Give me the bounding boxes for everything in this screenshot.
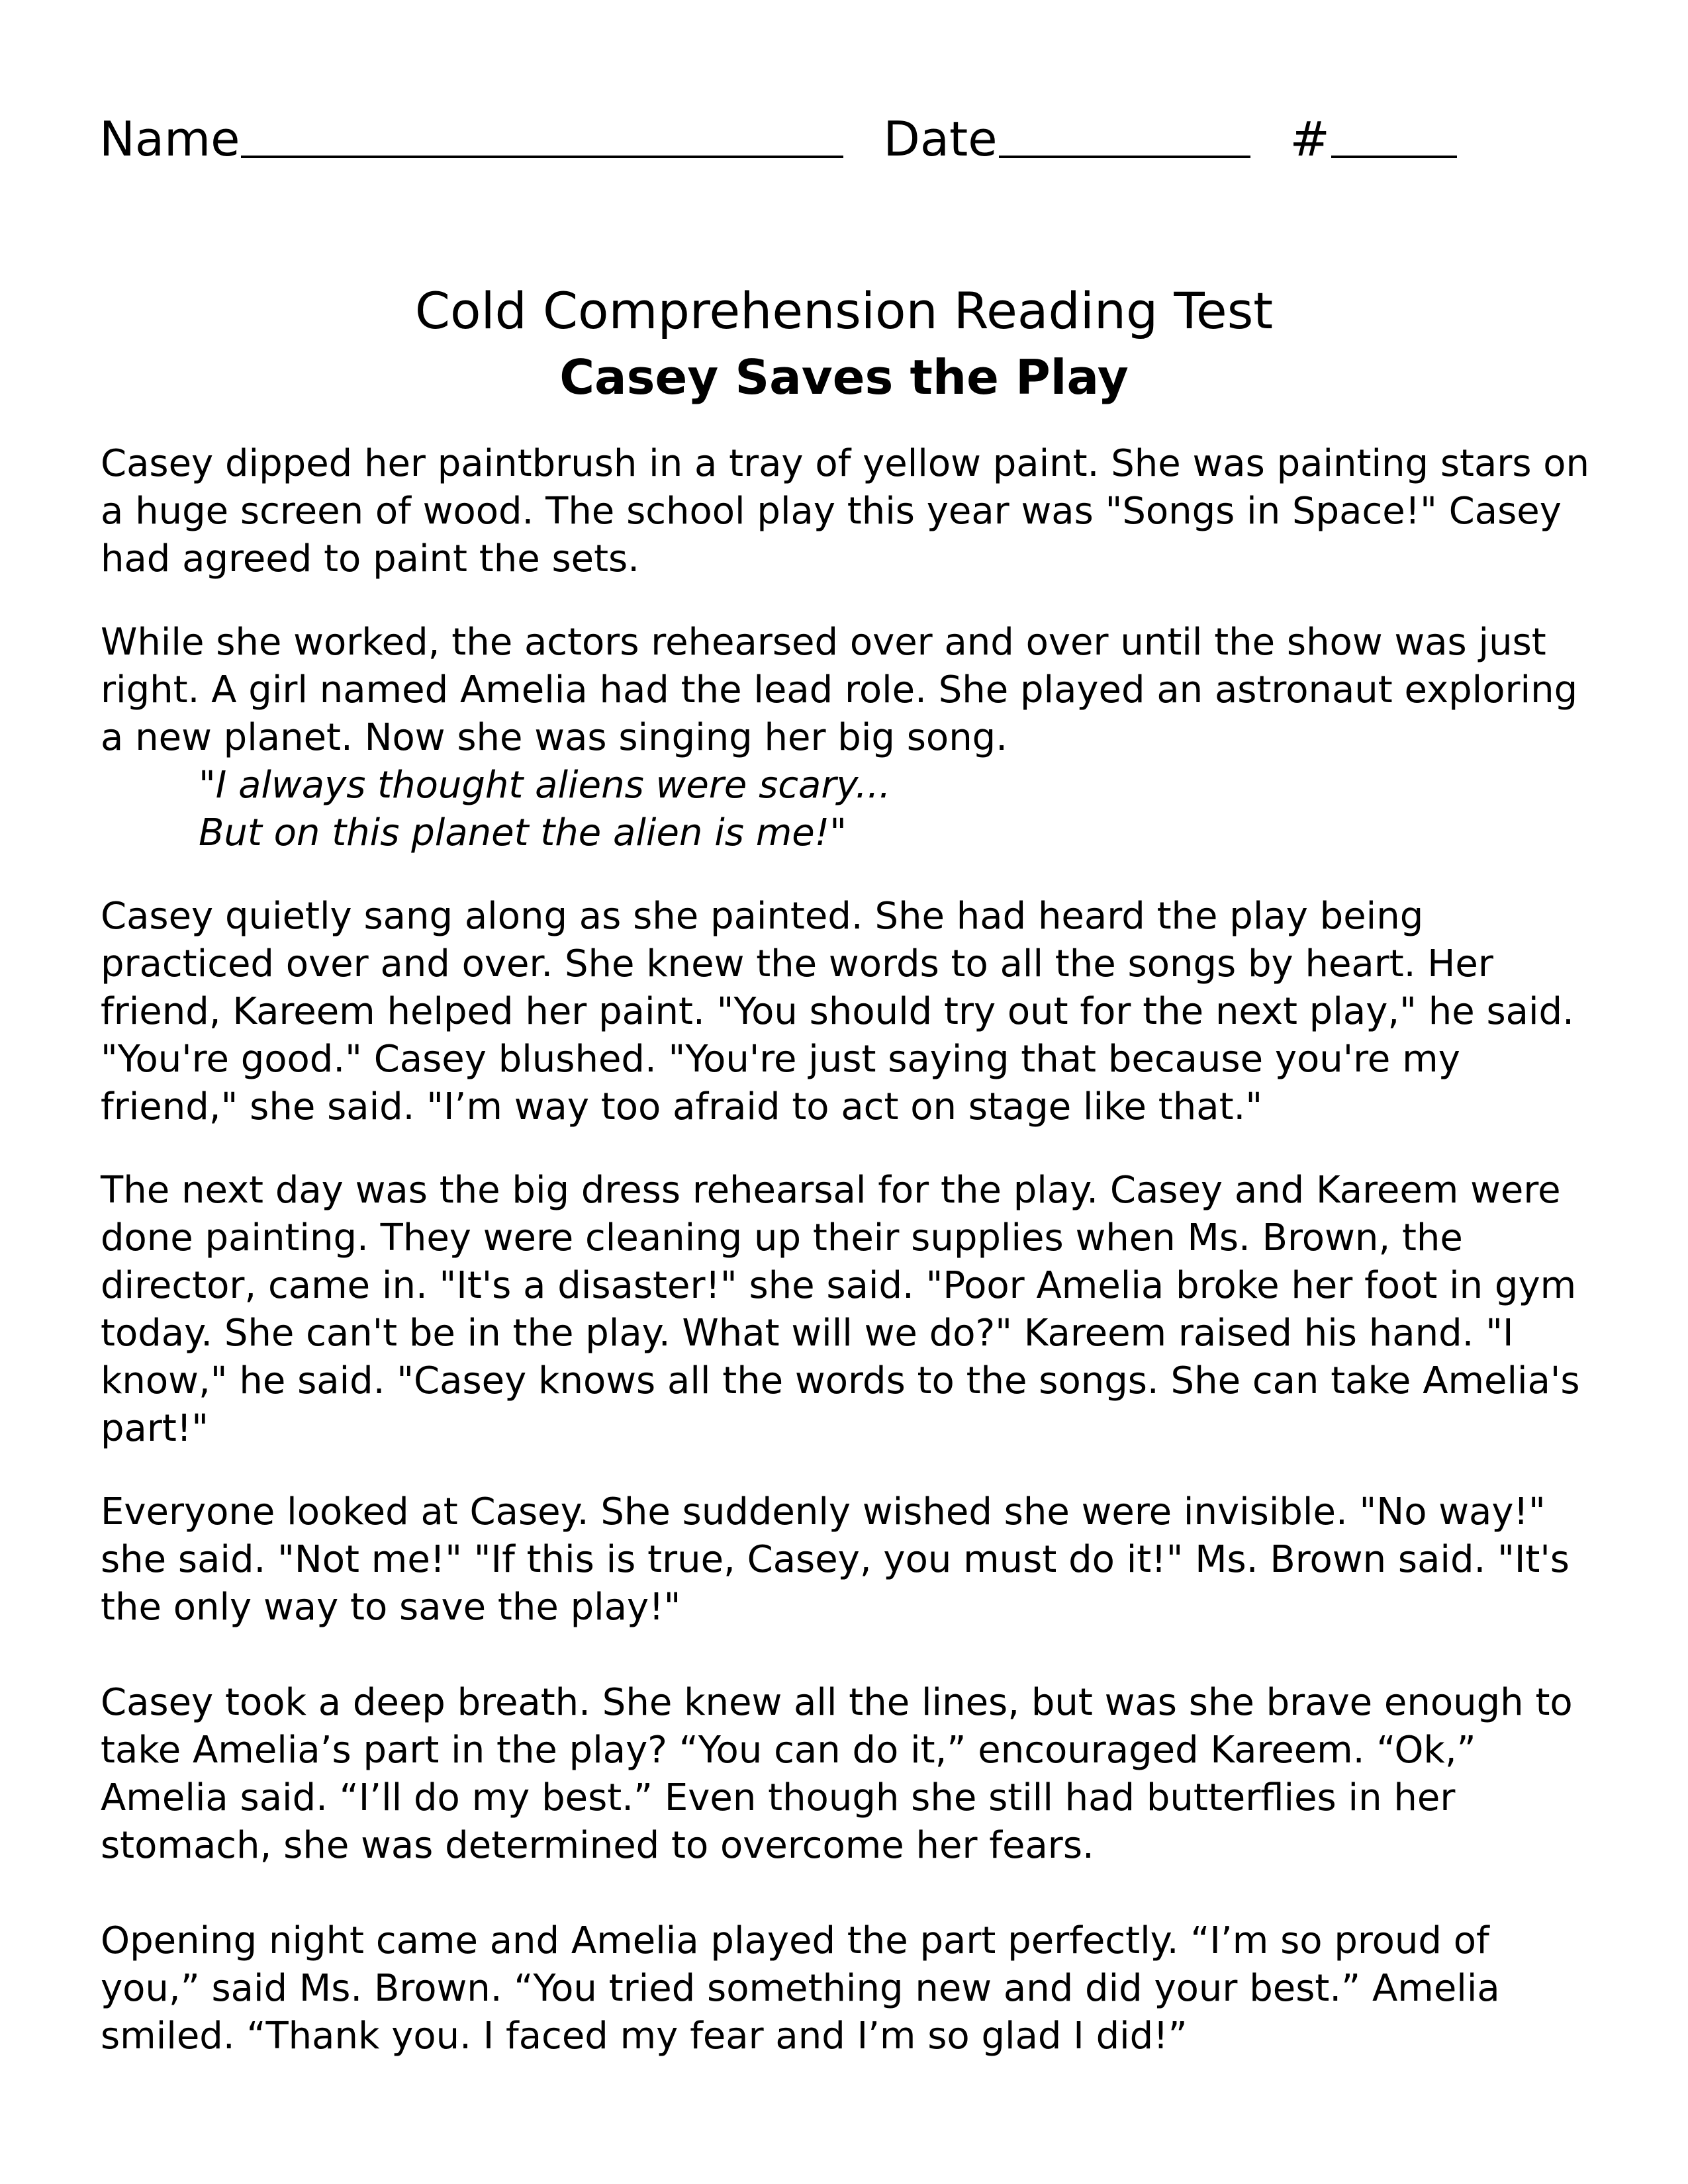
story-title: Casey Saves the Play (559, 349, 1129, 405)
student-info-header (99, 99, 1489, 179)
story-paragraph-4: The next day was the big dress rehearsal for the play. Casey and Kareem were done painting. They were cleaning up their supplies when Ms. Brown, the director, came in. "It's a disaster!" she said. "Poor Amelia broke her foot in gym today. She can't be in the play. What will we do?" Kareem raised his hand. "I know," he said. "Casey knows all the words to the songs. She can take Amelia's part!" (101, 1169, 1580, 1450)
name-label: Name (99, 111, 240, 167)
test-title: Cold Comprehension Reading Test (414, 281, 1274, 340)
number-label: # (1289, 111, 1330, 167)
date-blank-line (999, 109, 1250, 158)
title-block (0, 278, 1688, 410)
story-paragraph-7: Opening night came and Amelia played the part perfectly. “I’m so proud of you,” said Ms. Brown. “You tried something new and did your best.” Amelia smiled. “Thank you. I faced my fear and I’m so glad I did!” (101, 1919, 1500, 2058)
story-text (101, 440, 1597, 2096)
story-paragraph-2-text: While she worked, the actors rehearsed over and over until the show was just right. A girl named Amelia had the lead role. She played an astronaut exploring a new planet. Now she was singing her big song. (101, 621, 1578, 759)
date-label: Date (883, 111, 998, 167)
story-paragraph-6: Casey took a deep breath. She knew all the lines, but was she brave enough to take Amelia’s part in the play? “You can do it,” encouraged Kareem. “Ok,” Amelia said. “I’ll do my best.” Even though she still had butterflies in her stomach, she was determined to overcome her fears. (101, 1681, 1573, 1867)
name-blank-line (241, 109, 843, 158)
number-blank-line (1331, 109, 1457, 158)
story-paragraph-3: Casey quietly sang along as she painted. She had heard the play being practiced over and over. She knew the words to all the songs by heart. Her friend, Kareem helped her paint. "You should try out for the next play," he said. "You're good." Casey blushed. "You're just saying that because you're my friend," she said. "I’m way too afraid to act on stage like that." (101, 895, 1574, 1128)
song-lyric-line-2: But on this planet the alien is me!" (199, 811, 847, 854)
story-paragraph-5: Everyone looked at Casey. She suddenly wished she were invisible. "No way!" she said. "Not me!" "If this is true, Casey, you must do it!" Ms. Brown said. "It's the only way to save the play!" (101, 1490, 1570, 1629)
song-lyric-line-1: "I always thought aliens were scary... (199, 764, 891, 807)
story-paragraph-1: Casey dipped her paintbrush in a tray of yellow paint. She was painting stars on a huge screen of wood. The school play this year was "Songs in Space!" Casey had agreed to paint the sets. (101, 442, 1590, 580)
story-paragraph-2 (101, 619, 1597, 857)
